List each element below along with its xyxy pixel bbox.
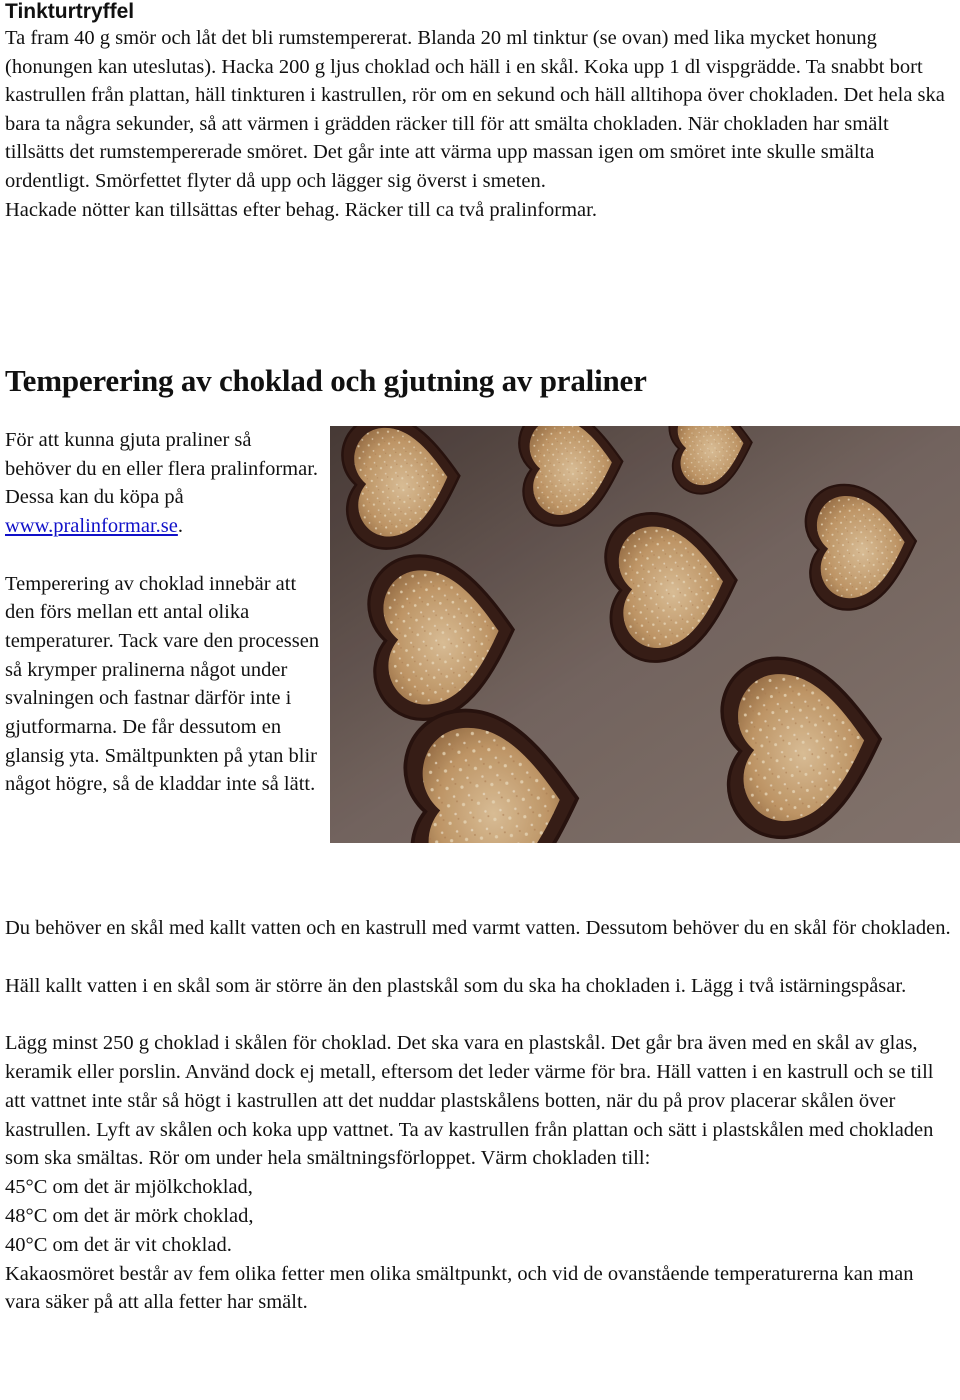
instructions-paragraph-1: Du behöver en skål med kallt vatten och en kastrull med varmt vatten. Dessutom behöver du en skål för chokladen. [5,917,951,939]
praline-mold-image [330,426,960,843]
paragraph-gap [5,541,321,570]
temperature-milk: 45°C om det är mjölkchoklad, [5,1176,253,1199]
section-heading: Temperering av choklad och gjutning av praliner [5,363,647,398]
pralinformar-link[interactable]: www.pralinformar.se [5,515,178,538]
side-paragraph-period: . [177,515,183,538]
document-page [5,0,953,1314]
side-paragraph-intro [5,426,321,541]
recipe-paragraph-end: Hackade nötter kan tillsättas efter behag. Räcker till ca två pralinformar. [5,198,597,221]
side-column [5,426,321,799]
instructions-paragraph-3: Lägg minst 250 g choklad i skålen för choklad. Det ska vara en plastskål. Det går bra även med en skål av glas, keramik eller porslin. Använd dock ej metall, eftersom det leder värme för bra. Häll vatten i en kastrull och se till att vattnet inte står så högt i kastrullen att det nuddar plastskålens botten, när du på prov placerar skålen över kastrullen. Lyft av skålen och koka upp vattnet. Ta av kastrullen från plattan och sätt i plastskålen med chokladen som ska smältas. Rör om under hela smältningsförloppet. Värm chokladen till: [5,1032,934,1170]
temperature-white: 40°C om det är vit choklad. [5,1233,232,1256]
paragraph-gap [5,1000,953,1029]
side-paragraph-tempering: Temperering av choklad innebär att den förs mellan ett antal olika temperaturer. Tack vare den processen så krymper pralinerna något under svalningen och fastnar därför inte i gjutformarna. De får dessutom en glansig yta. Smältpunkten på ytan blir något högre, så de kladdar inte så lätt. [5,572,320,796]
recipe-heading: Tinkturtryffel [5,0,135,23]
side-paragraph-text: För att kunna gjuta praliner så behöver du en eller flera pralinformar. Dessa kan du köpa på [5,429,319,509]
paragraph-gap [5,943,953,972]
instructions [5,914,953,1317]
instructions-paragraph-4: Kakaosmöret består av fem olika fetter men olika smältpunkt, och vid de ovanstående temperaturerna kan man vara säker på att alla fetter har smält. [5,1262,914,1314]
recipe-paragraph: Ta fram 40 g smör och låt det bli rumstempererat. Blanda 20 ml tinktur (se ovan) med lika mycket honung (honungen kan uteslutas). Hacka 200 g ljus choklad och häll i en skål. Koka upp 1 dl vispgrädde. Ta snabbt bort kastrullen från plattan, häll tinkturen i kastrullen, rör om en sekund och häll alltihopa över chokladen. Det hela ska bara ta några sekunder, så att värmen i grädden räcker till för att smälta chokladen. När chokladen har smält tillsätts det rumstempererade smöret. Det går inte att värma upp massan igen om smöret inte skulle smälta ordentligt. Smörfettet flyter då upp och lägger sig överst i smeten. [5,27,945,192]
temperature-dark: 48°C om det är mörk choklad, [5,1204,254,1227]
instructions-paragraph-2: Häll kallt vatten i en skål som är större än den plastskål som du ska ha chokladen i. Lägg i två istärningspåsar. [5,974,907,997]
pralines-photo [330,426,960,843]
